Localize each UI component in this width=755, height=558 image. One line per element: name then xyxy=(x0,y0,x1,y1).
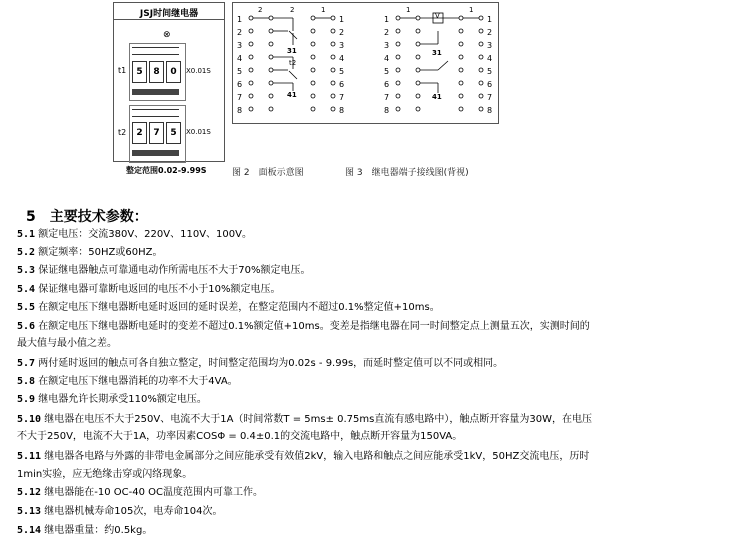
right-top-label-v: V xyxy=(435,12,440,20)
fig3-caption: 图 3 继电器端子接线图(背视) xyxy=(345,168,469,178)
wiring-svg xyxy=(233,3,498,123)
t2-digit-3[interactable]: 5 xyxy=(166,122,181,144)
t2-label: t2 xyxy=(118,128,127,137)
param-5-1: 5.1 额定电压：交流380V、220V、110V、100V。 xyxy=(17,229,252,240)
left-top-label-1: 2 xyxy=(258,6,263,14)
param-5-9: 5.9 继电器允许长期承受110%额定电压。 xyxy=(17,394,207,405)
param-5-2: 5.2 额定频率：50HZ或60HZ。 xyxy=(17,247,163,258)
contact-label-t2: t2 xyxy=(289,59,297,67)
left-terminal-col-1: 1 2 3 4 5 6 7 8 xyxy=(237,15,243,115)
t2-plus-buttons[interactable] xyxy=(132,150,179,156)
contact-label-31: 31 xyxy=(287,47,297,55)
param-5-12: 5.12 继电器能在-10 OC-40 OC温度范围内可靠工作。 xyxy=(17,487,264,498)
right-contact-label-41: 41 xyxy=(432,93,442,101)
right-terminal-col-2: 1 2 3 4 5 6 7 8 xyxy=(487,15,493,115)
param-5-7: 5.7 两付延时返回的触点可各自独立整定，时间整定范围均为0.02s - 9.99s，而延时整定值可以不同或相同。 xyxy=(17,358,504,369)
right-contact-label-31: 31 xyxy=(432,49,442,57)
right-top-label-3: 1 xyxy=(469,6,474,14)
fig2-caption: 图 2 面板示意图 xyxy=(232,168,304,178)
param-5-6: 5.6 在额定电压下继电器断电延时的变差不超过0.1%额定值+10ms。变差是指继电器在同一时间整定点上测量五次，实测时间的 xyxy=(17,321,590,332)
t1-digit-3[interactable]: 0 xyxy=(166,61,181,83)
panel-title: JSJ时间继电器 xyxy=(139,9,199,19)
t1-digit-2[interactable]: 8 xyxy=(149,61,164,83)
t1-plus-buttons[interactable] xyxy=(132,89,179,95)
t2-minus-buttons[interactable] xyxy=(132,109,179,117)
contact-label-41: 41 xyxy=(287,91,297,99)
param-5-8: 5.8 在额定电压下继电器消耗的功率不大于4VA。 xyxy=(17,376,238,387)
t1-unit: X0.01S xyxy=(186,67,211,75)
panel-diagram xyxy=(113,2,225,162)
param-5-10: 5.10 继电器在电压不大于250V、电流不大于1A（时间常数T = 5ms± 0.75ms直流有感电路中），触点断开容量为30W，在电压 xyxy=(17,414,592,425)
left-top-label-2: 2 xyxy=(290,6,295,14)
param-5-10-cont: 不大于250V，电流不大于1A，功率因素COSΦ = 0.4±0.1的交流电路中，触点断开容量为150VA。 xyxy=(17,431,463,442)
param-5-13: 5.13 继电器机械寿命105次，电寿命104次。 xyxy=(17,506,223,517)
param-5-11: 5.11 继电器各电路与外露的非带电金属部分之间应能承受有效值2kV，输入电路和触点之间应能承受1kV，50HZ交流电压，历时 xyxy=(17,451,590,462)
right-terminal-col-1: 1 2 3 4 5 6 7 8 xyxy=(384,15,390,115)
t1-minus-buttons[interactable] xyxy=(132,47,179,55)
t2-digit-1[interactable]: 2 xyxy=(132,122,147,144)
section-heading xyxy=(26,206,148,226)
param-5-3: 5.3 保证继电器触点可靠通电动作所需电压不大于70%额定电压。 xyxy=(17,265,311,276)
range-text: 整定范围0.02-9.99S xyxy=(126,166,207,175)
param-5-5: 5.5 在额定电压下继电器断电延时返回的延时误差，在整定范围内不超过0.1%整定值+10ms。 xyxy=(17,302,440,313)
param-5-4: 5.4 保证继电器可靠断电返回的电压不小于10%额定电压。 xyxy=(17,284,281,295)
t2-unit: X0.01S xyxy=(186,128,211,136)
section-title: 主要技术参数： xyxy=(49,209,148,225)
reset-knob-icon: ⊗ xyxy=(163,30,171,40)
param-5-11-cont: 1min实验，应无绝缘击穿或闪络现象。 xyxy=(17,469,193,480)
left-terminal-col-2: 1 2 3 4 5 6 7 8 xyxy=(339,15,345,115)
wiring-diagram xyxy=(232,2,499,124)
left-top-label-3: 1 xyxy=(321,6,326,14)
t1-digit-1[interactable]: 5 xyxy=(132,61,147,83)
param-5-14: 5.14 继电器重量：约0.5kg。 xyxy=(17,525,153,536)
param-5-6-cont: 最大值与最小值之差。 xyxy=(17,338,117,349)
section-number: 5 xyxy=(26,209,36,225)
t2-digit-2[interactable]: 7 xyxy=(149,122,164,144)
right-top-label-1: 1 xyxy=(406,6,411,14)
t1-label: t1 xyxy=(118,66,127,75)
